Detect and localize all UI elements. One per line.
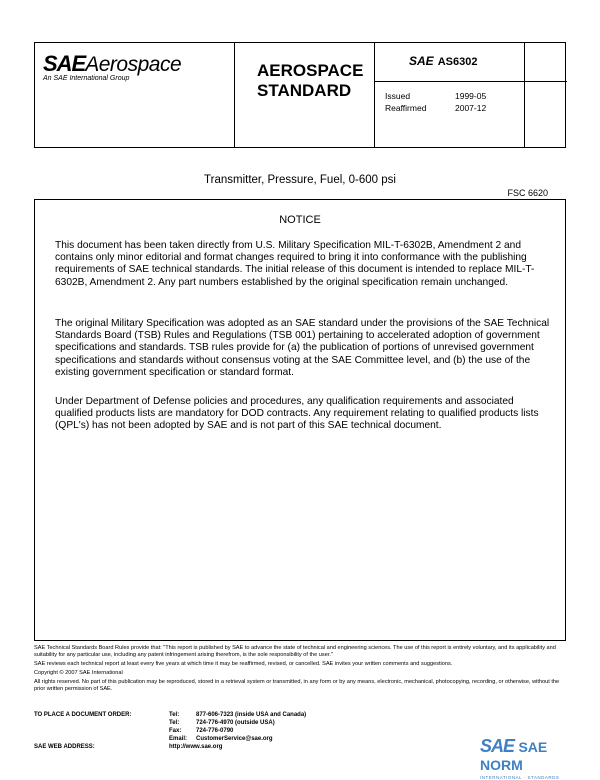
sae-aerospace-logo [43, 51, 233, 91]
issued-row [385, 91, 486, 101]
reaffirmed-value: 2007-12 [455, 103, 487, 113]
tel2-value: 724-776-4970 (outside USA) [196, 720, 275, 726]
watermark-tag: INTERNATIONAL · STANDARDS [480, 775, 560, 780]
standard-type-line1: AEROSPACE [257, 61, 364, 80]
footer-legal [34, 640, 566, 695]
header-box [34, 42, 566, 148]
footer-rights: All rights reserved. No part of this publication may be reproduced, stored in a retrieval system or transmitted, in any form or by any means, electronic, mechanical, photocopying, recording, or otherwise, without the prior written permission of SAE. [34, 679, 560, 692]
logo-sae-text: SAE [43, 51, 86, 76]
email-value[interactable]: CustomerService@sae.org [196, 736, 273, 742]
fsc-code: FSC 6620 [507, 188, 548, 198]
logo-aerospace-text: Aerospace [85, 53, 182, 76]
order-label: TO PLACE A DOCUMENT ORDER: [34, 712, 132, 718]
body-area [34, 200, 566, 640]
notice-heading: NOTICE [279, 214, 321, 226]
doc-number-value: AS6302 [437, 56, 478, 68]
sae-norm-watermark [480, 736, 590, 780]
reaffirmed-row [385, 103, 486, 113]
document-title: Transmitter, Pressure, Fuel, 0-600 psi [204, 174, 396, 186]
notice-paragraph-2: The original Military Specification was adopted as an SAE standard under the provisions of the SAE Technical Standards Board (TSB) Rules and Regulations (TSB 001) pertaining to accelerated adoption of government specifications and standards. TSB rules provide for (a) the publication of portions of unrevised government specifications and standards without consensus voting at the SAE Committee level, and (b) the use of the existing government specification or standard format. [55, 318, 550, 378]
fax-value: 724-776-0790 [196, 728, 234, 734]
web-address-label: SAE WEB ADDRESS: [34, 744, 95, 750]
title-row [34, 148, 566, 200]
reaffirmed-label: Reaffirmed [385, 103, 427, 113]
tel2-label: Tel: [169, 720, 180, 726]
tel-label: Tel: [169, 712, 180, 718]
footer-review-note: SAE reviews each technical report at least every five years at which time it may be reaffirmed, revised, or cancelled. SAE invites your written comments and suggestions. [34, 661, 453, 667]
footer-copyright: Copyright © 2007 SAE International [34, 670, 123, 676]
fax-label: Fax: [169, 728, 182, 734]
notice-paragraph-1: This document has been taken directly from U.S. Military Specification MIL-T-6302B, Amendment 2 and contains only minor editorial and format changes required to bring it into conformance with the publishing requirements of SAE technical standards. The initial release of this document is intended to replace MIL-T-6302B, Amendment 2. Any part numbers established by the original specification remain unchanged. [55, 240, 535, 288]
web-address-link[interactable]: http://www.sae.org [169, 744, 223, 750]
doc-number-prefix: SAE [409, 54, 434, 68]
footer-tsb-rules: SAE Technical Standards Board Rules provide that: "This report is published by SAE to advance the state of technical and engineering sciences. The use of this report is entirely voluntary, and its applicability and suitability for any particular use, including any patent infringement arising therefrom, is the sole responsibility of the user." [34, 645, 556, 658]
email-label: Email: [169, 736, 188, 742]
watermark-word: SAE NORM [480, 739, 548, 773]
document-number [409, 54, 477, 68]
tel-value: 877-606-7323 (inside USA and Canada) [196, 712, 307, 718]
logo-subtitle: An SAE International Group [43, 75, 130, 82]
notice-paragraph-3: Under Department of Defense policies and procedures, any qualification requirements and associated qualified products lists are mandatory for DOD contracts. Any requirement relating to qualified products lists (QPL's) has not been adopted by SAE and is not part of this SAE technical document. [55, 396, 539, 432]
issued-label: Issued [385, 91, 411, 101]
watermark-sae-logo: SAE [480, 736, 515, 756]
standard-type-line2: STANDARD [257, 81, 352, 100]
issued-value: 1999-05 [455, 91, 487, 101]
